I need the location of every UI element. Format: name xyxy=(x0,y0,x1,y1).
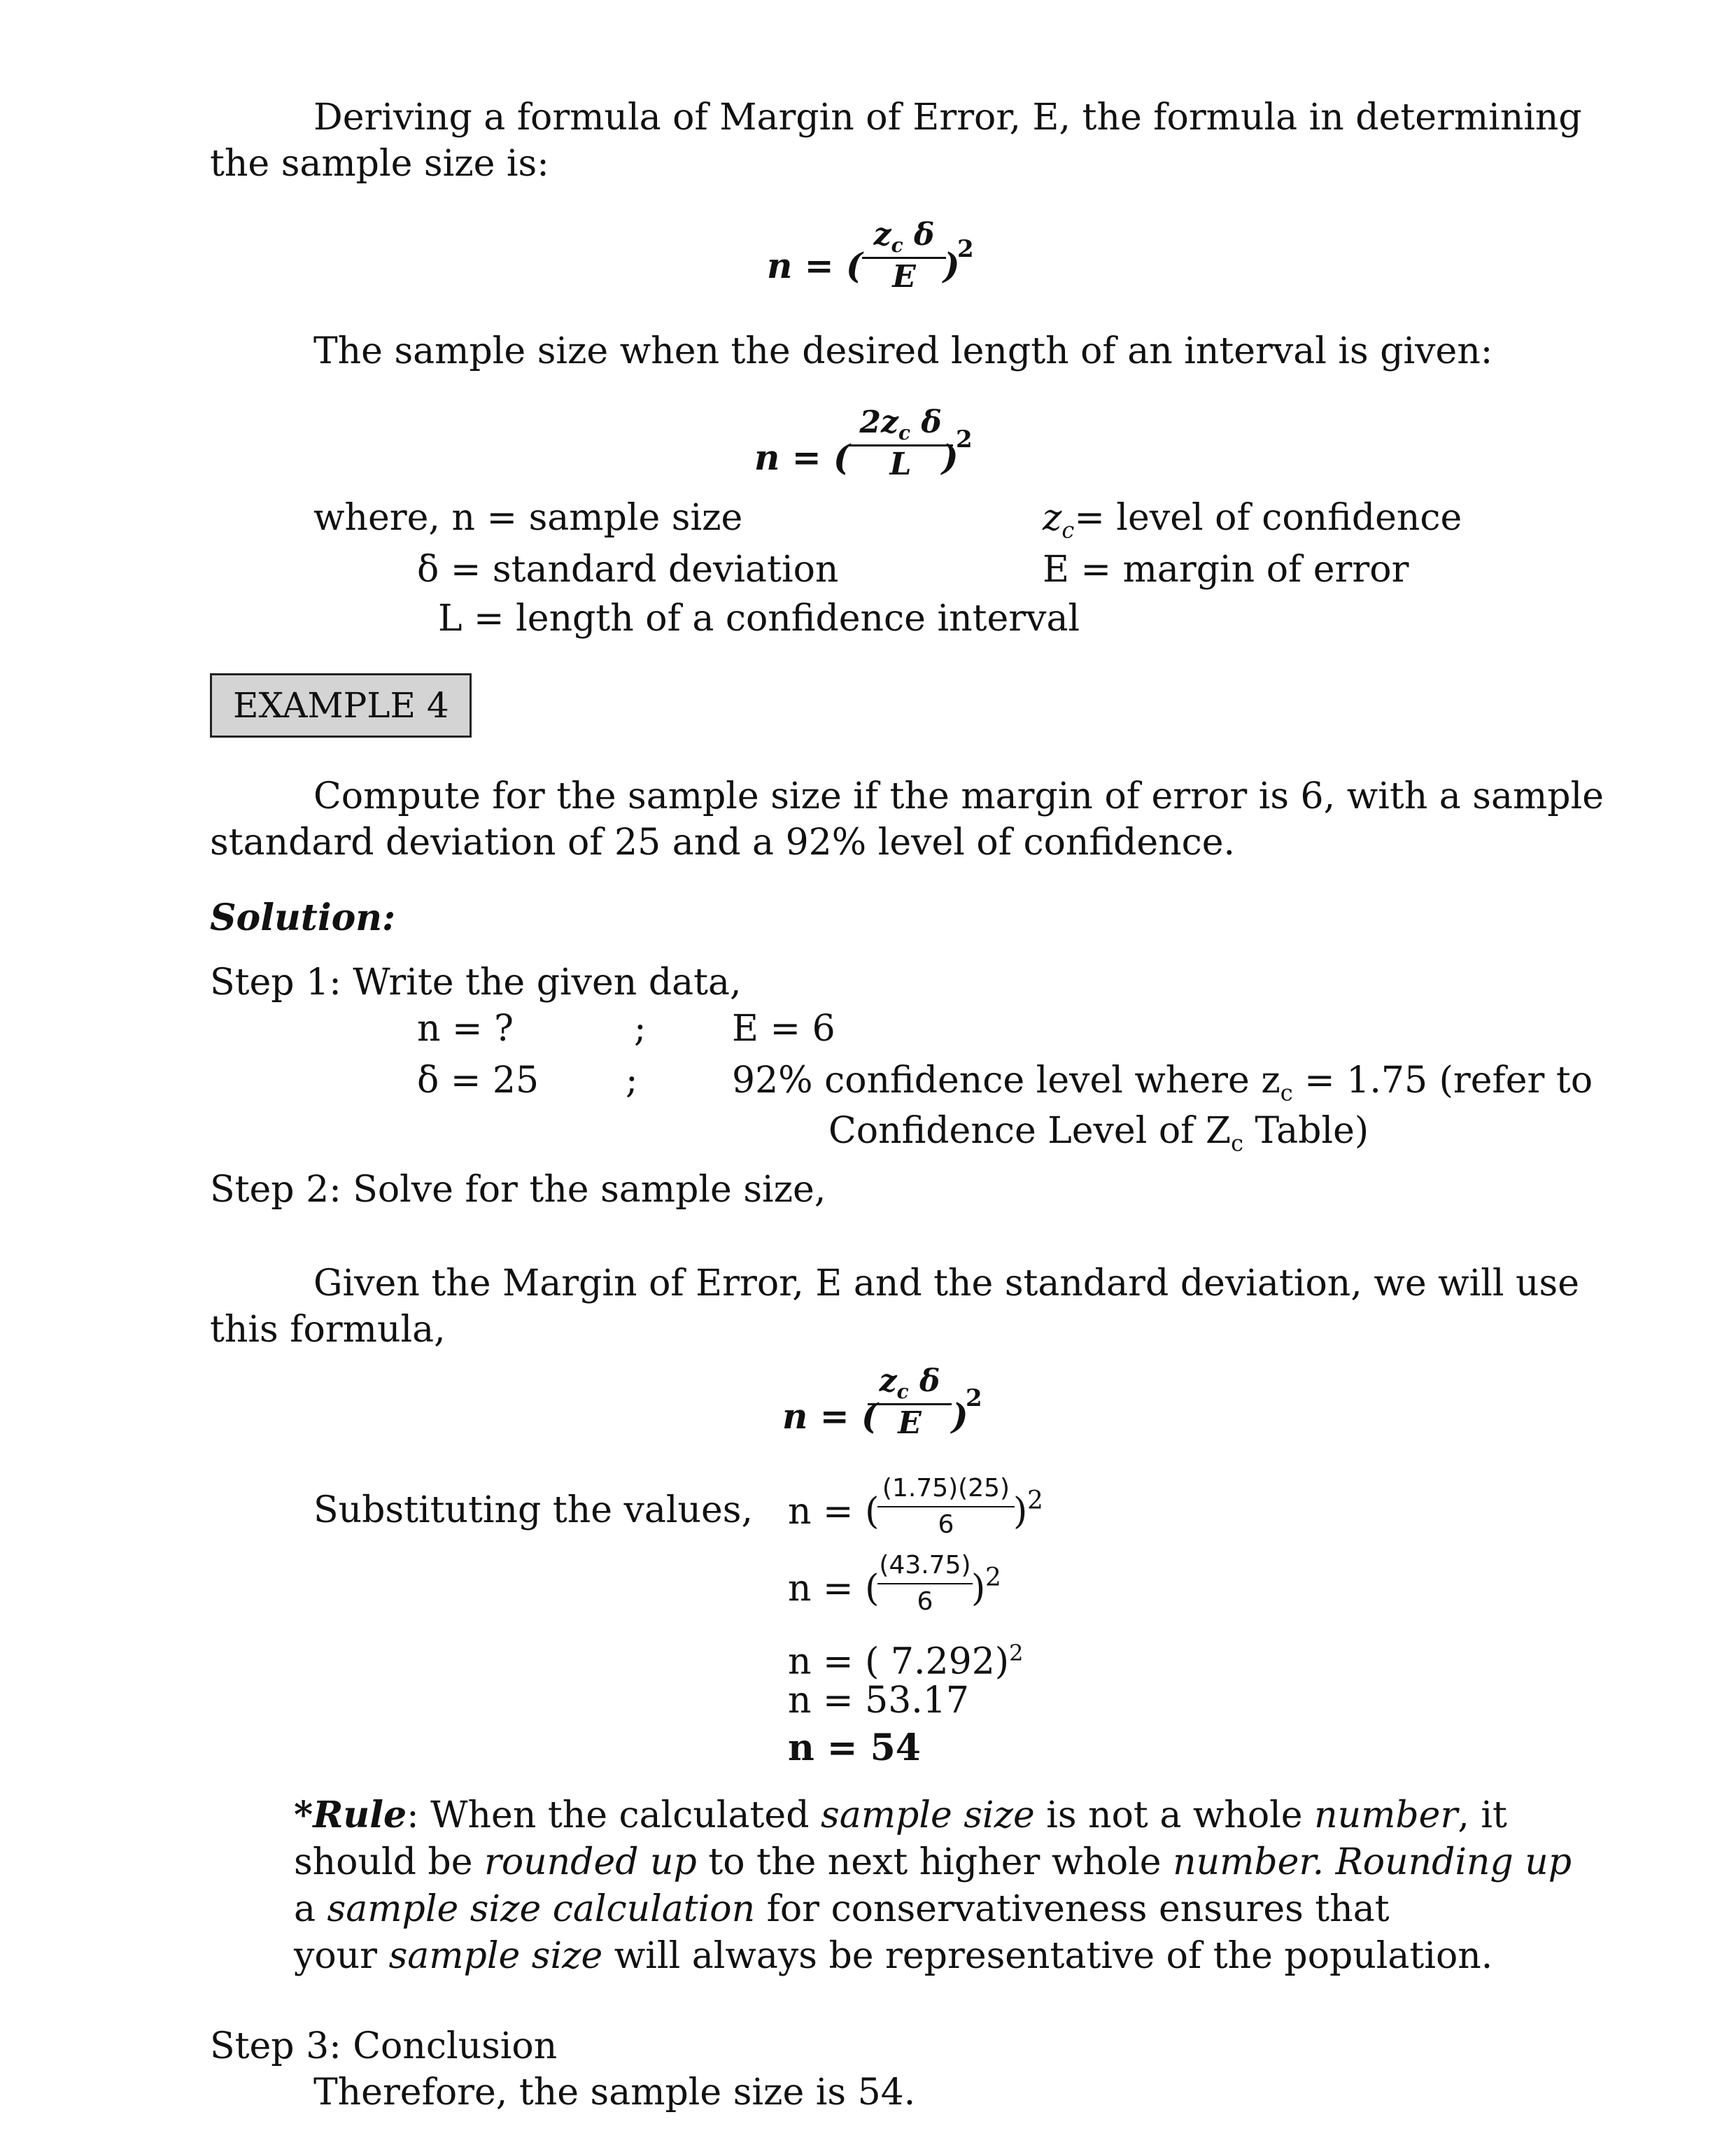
step1-title: Step 1: Write the given data, xyxy=(210,962,742,1004)
rule-line-1: *Rule: When the calculated sample size is not a whole number, it xyxy=(294,1794,1507,1836)
formula2-numerator: $2z_c$ δ xyxy=(859,405,942,444)
rule-line-4: your sample size will always be representative of the population. xyxy=(294,1935,1493,1977)
substitution-row-1-fraction: (1.75)(25) 6 xyxy=(877,1471,1015,1542)
intro-line-2: the sample size is: xyxy=(210,143,549,185)
given-delta: δ = 25 xyxy=(417,1060,539,1102)
step2-given-line-2: this formula, xyxy=(210,1309,446,1351)
substitution-row-3: n = ( 7.292)$^2$ xyxy=(788,1640,1024,1683)
step3-title: Step 3: Conclusion xyxy=(210,2025,558,2067)
substitution-row-4: n = 53.17 xyxy=(788,1680,969,1722)
formula3-numerator: $z_c$ δ xyxy=(879,1363,940,1403)
problem-line-2: standard deviation of 25 and a 92% level of confidence. xyxy=(210,822,1236,864)
given-confidence: 92% confidence level where $z_c = 1.75$ (refer to xyxy=(732,1060,1593,1106)
substitution-result: n = 54 xyxy=(788,1726,921,1769)
where-n-definition: where, n = sample size xyxy=(313,497,743,539)
given-separator-2: ; xyxy=(626,1060,638,1102)
example-label: EXAMPLE 4 xyxy=(210,673,472,738)
formula1-exponent: 2 xyxy=(957,235,974,263)
given-separator-1: ; xyxy=(634,1008,647,1050)
interval-text: The sample size when the desired length of an interval is given: xyxy=(313,330,1493,372)
formula3-fraction xyxy=(868,1363,952,1439)
formula1-denominator: E xyxy=(892,258,916,295)
rule-line-2: should be rounded up to the next higher whole number. Rounding up xyxy=(294,1841,1572,1883)
formula3-lhs: n = ( xyxy=(782,1395,878,1437)
rule-line-3: a sample size calculation for conservativeness ensures that xyxy=(294,1888,1390,1930)
given-n: n = ? xyxy=(417,1008,514,1050)
step3-conclusion: Therefore, the sample size is 54. xyxy=(313,2072,916,2114)
substitution-label: Substituting the values, xyxy=(313,1489,754,1531)
formula1-numerator: $z_c$ δ xyxy=(873,217,935,257)
step2-title: Step 2: Solve for the sample size, xyxy=(210,1169,826,1211)
formula3-exponent: 2 xyxy=(966,1384,982,1412)
formula3-denominator: E xyxy=(898,1405,922,1439)
formula2-lhs: n = ( xyxy=(754,437,850,478)
intro-line-1: Deriving a formula of Margin of Error, E, the formula in determining xyxy=(313,97,1582,139)
where-e-definition: E = margin of error xyxy=(1043,549,1409,591)
formula2-exponent: 2 xyxy=(956,426,973,453)
where-delta-definition: δ = standard deviation xyxy=(417,549,839,591)
rule-note xyxy=(294,1792,1572,1980)
given-table-reference: Confidence Level of $Z_c$ Table) xyxy=(828,1110,1369,1157)
formula1-rparen: ) xyxy=(943,245,960,286)
where-l-definition: L = length of a confidence interval xyxy=(438,598,1080,640)
where-zc-definition: $z_c=$ level of confidence xyxy=(1043,497,1462,544)
formula2-denominator: L xyxy=(889,446,912,482)
problem-line-1: Compute for the sample size if the margin of error is 6, with a sample xyxy=(313,775,1604,817)
formula1-lhs: n = ( xyxy=(767,245,863,286)
substitution-row-2-fraction: (43.75) 6 xyxy=(877,1548,973,1619)
given-e: E = 6 xyxy=(732,1008,835,1050)
formula2-fraction xyxy=(848,405,953,482)
formula1-fraction xyxy=(862,217,946,295)
formula3-rparen: ) xyxy=(952,1395,968,1437)
formula2-rparen: ) xyxy=(942,437,959,478)
solution-heading: Solution: xyxy=(210,896,396,939)
step2-given-line-1: Given the Margin of Error, E and the standard deviation, we will use xyxy=(313,1263,1580,1304)
